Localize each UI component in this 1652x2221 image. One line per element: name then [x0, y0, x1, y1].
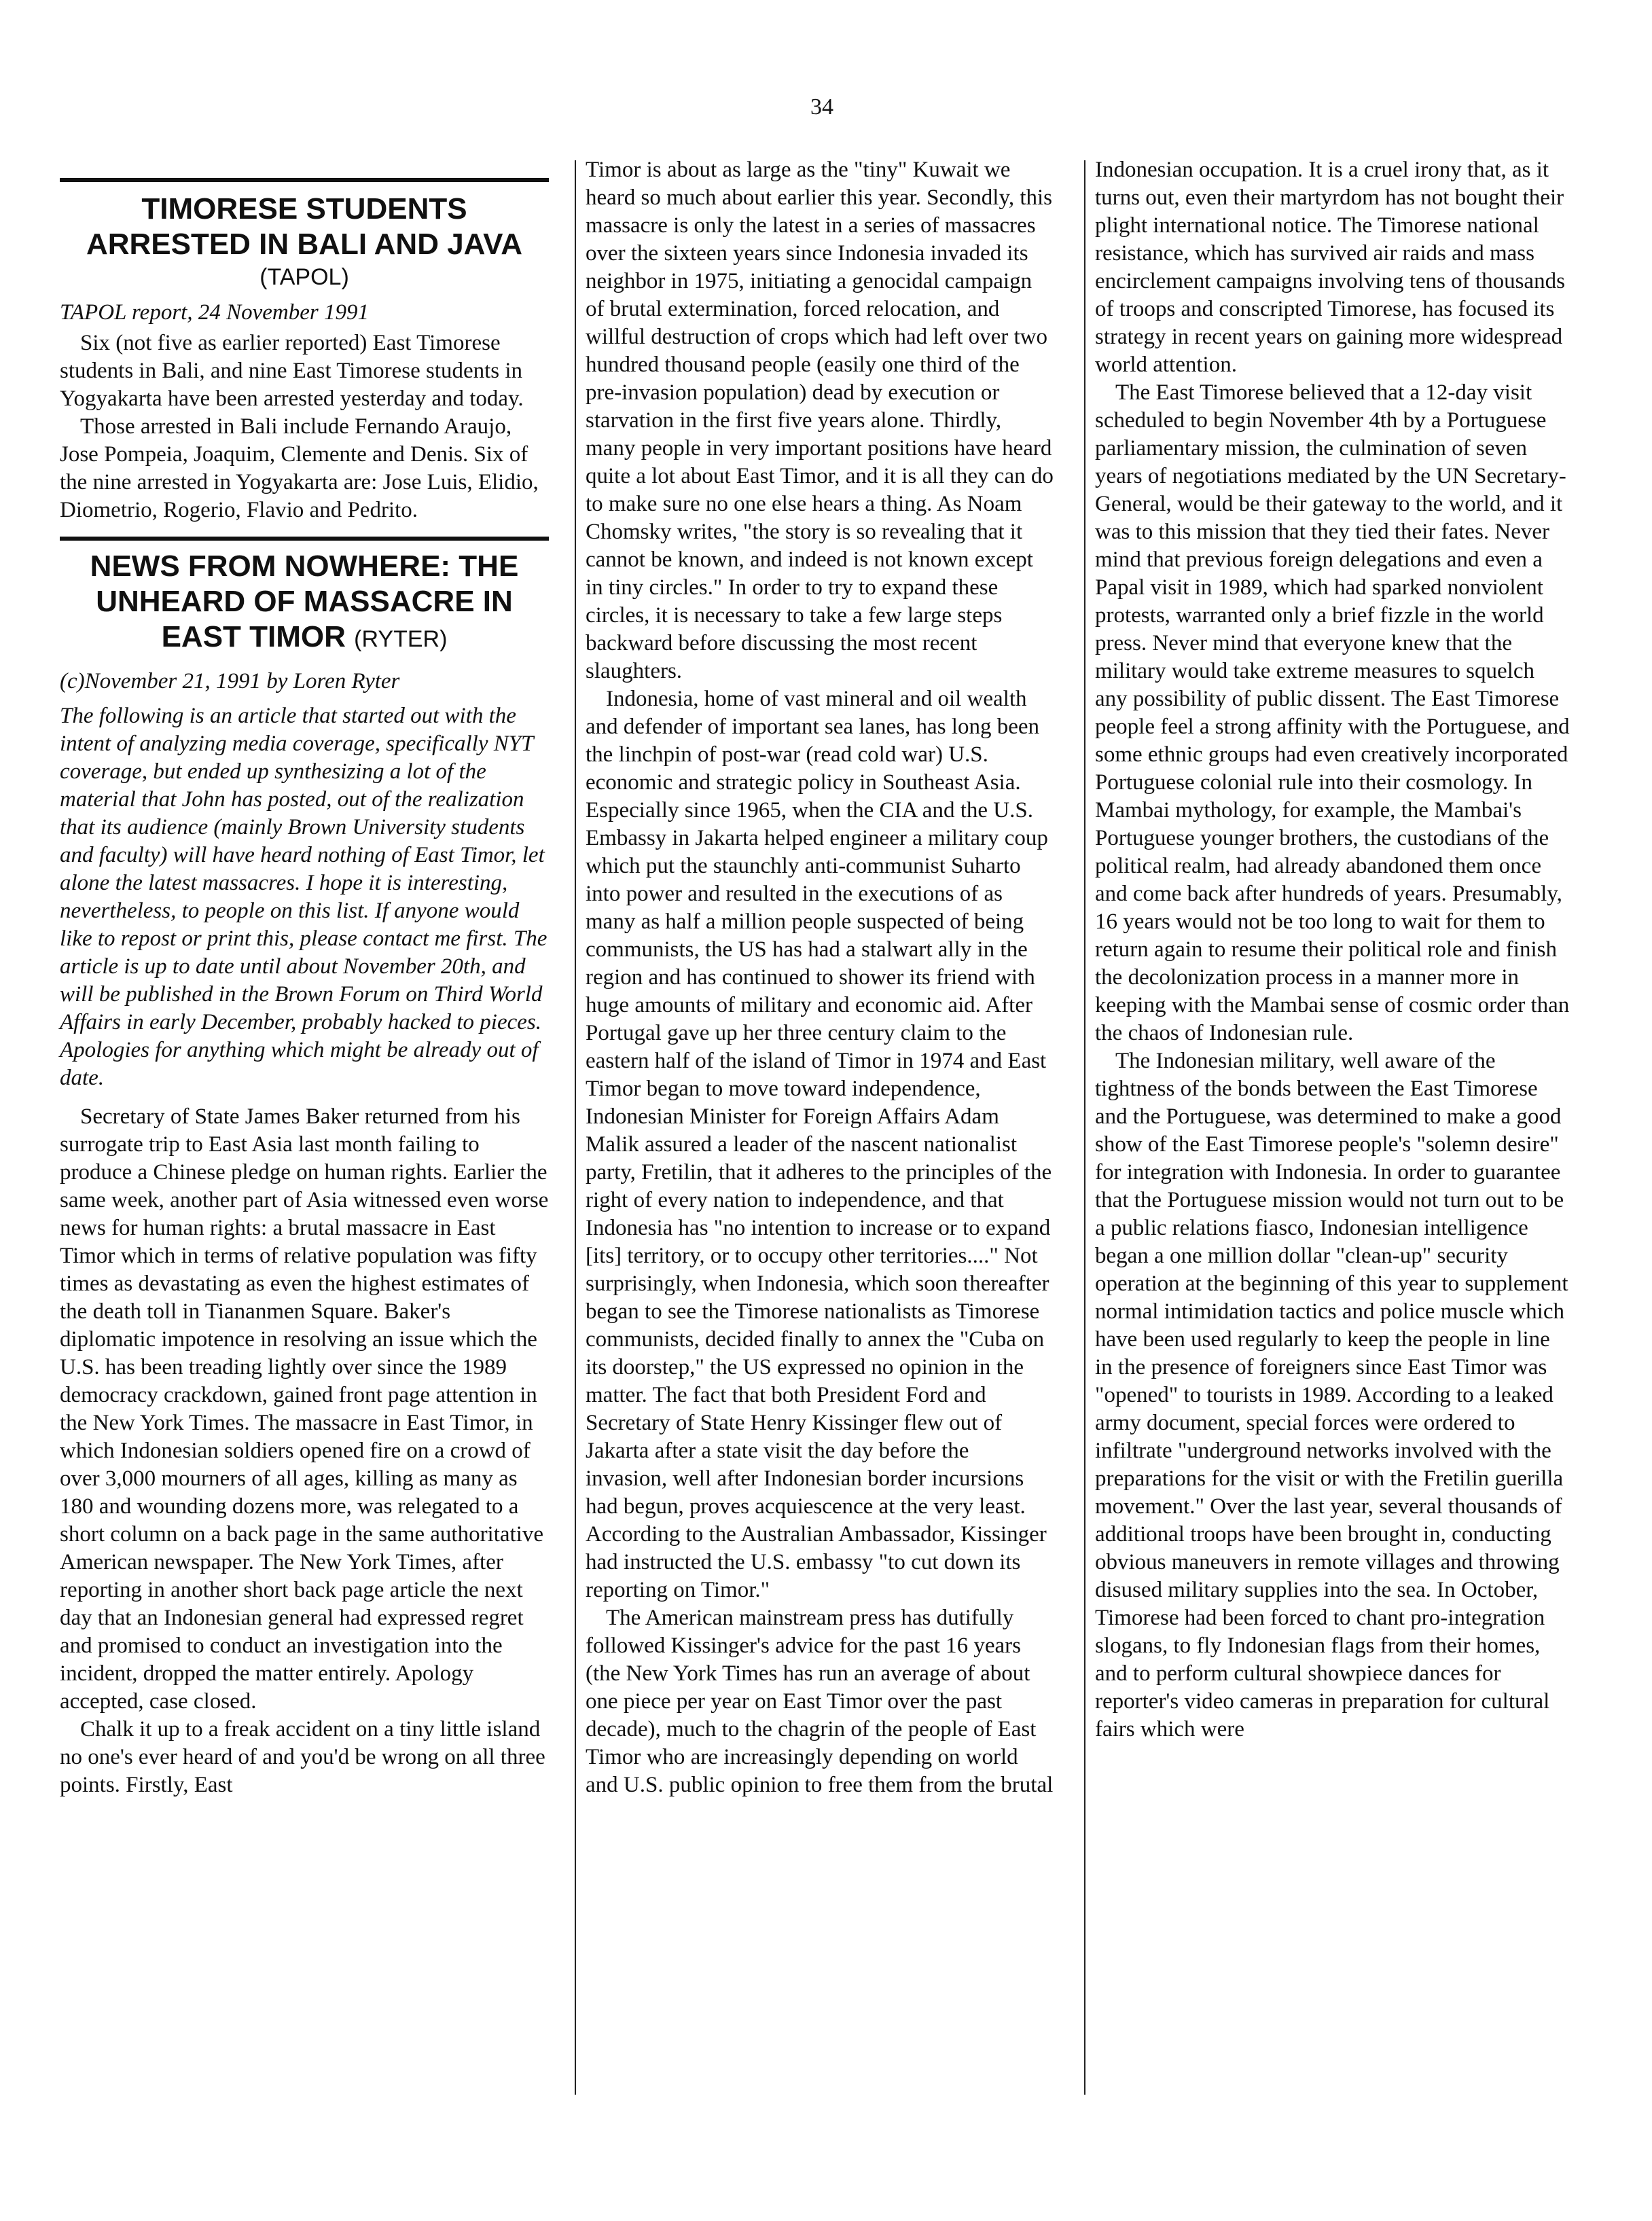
article2-paragraph: Chalk it up to a freak accident on a tiny little island no one's ever heard of and you'd be wrong on all three points. Firstly, East — [60, 1717, 545, 1797]
article1-source-tag: (TAPOL) — [259, 264, 349, 290]
article2-headline-line3: EAST TIMOR — [161, 620, 346, 653]
article2-paragraph: The Indonesian military, well aware of the tightness of the bonds between the East Timorese and the Portuguese, was determined to make a good show of the East Timorese people's "solemn desire" for integration with Indonesia. In order to guarantee that the Portuguese mission would not turn out to be a public relations fiasco, Indonesian intelligence began a one million dollar "clean-up" security operation at the beginning of this year to supplement normal intimidation tactics and police muscle which have been used regularly to keep the people in line in the presence of foreigners since East Timor was "opened" to tourists in 1989. According to a leaked army document, special forces were ordered to infiltrate "underground networks involved with the preparations for the visit or with the Fretilin guerilla movement." Over the last year, several thousands of additional troops have been brought in, conducting obvious maneuvers in remote villages and throwing disused military supplies into the sea. In October, Timorese had been forced to chant pro-integration slogans, to fly Indonesian flags from their homes, and to perform cultural showpiece dances for reporter's video cameras in preparation for cultural fairs which were — [1095, 1049, 1568, 1741]
article2-paragraph: The East Timorese believed that a 12-day visit scheduled to begin November 4th by a Portuguese parliamentary mission, the culmination of seven years of negotiations mediated by the UN Secretary-General, would be their gateway to the world, and it was to this mission that they tied their fates. Never mind that previous foreign delegations and even a Papal visit in 1989, which had sparked nonviolent protests, warranted only a brief fizzle in the world press. Never mind that everyone knew that the military would take extreme measures to squelch any possibility of public dissent. The East Timorese people feel a strong affinity with the Portuguese, and some ethnic groups had even creatively incorporated Portuguese colonial rule into their cosmology. In Mambai mythology, for example, the Mambai's Portuguese younger brothers, the custodians of the political realm, had already abandoned them once and come back after hundreds of years. Presumably, 16 years would not be too long to wait for them to return again to resume their political role and finish the decolonization process in a manner more in keeping with the Mambai sense of cosmic order than the chaos of Indonesian rule. — [1095, 380, 1570, 1045]
column-1 — [60, 178, 549, 1799]
article2-headline-line2: UNHEARD OF MASSACRE IN — [96, 585, 513, 618]
article2-paragraph: Secretary of State James Baker returned from his surrogate trip to East Asia last month failing to produce a Chinese pledge on human rights. Earlier the same week, another part of Asia witnessed even worse news for human rights: a brutal massacre in East Timor which in terms of relative population was fifty times as devastating as even the highest estimates of the death toll in Tiananmen Square. Baker's diplomatic impotence in resolving an issue which the U.S. has been treading lightly over since the 1989 democracy crackdown, gained front page attention in the New York Times. The massacre in East Timor, in which Indonesian soldiers opened fire on a crowd of over 3,000 mourners of all ages, killing as many as 180 and wounding dozens more, was relegated to a short column on a back page in the same authoritative American newspaper. The New York Times, after reporting in another short back page article the next day that an Indonesian general had expressed regret and promised to conduct an investigation into the incident, dropped the matter entirely. Apology accepted, case closed. — [60, 1104, 549, 1714]
article1-headline-line2: ARRESTED IN BALI AND JAVA — [86, 228, 523, 261]
column-3 — [1095, 156, 1570, 1744]
article1-headline — [60, 192, 549, 262]
article2-paragraph-continued: Indonesian occupation. It is a cruel irony that, as it turns out, even their martyrdom has not bought their plight international notice. The Timorese national resistance, which has survived air raids and mass encirclement campaigns involving tens of thousands of troops and conscripted Timorese, has focused its strategy in recent years on gaining more widespread world attention. — [1095, 158, 1565, 377]
article1-paragraph: Those arrested in Bali include Fernando Araujo, Jose Pompeia, Joaquim, Clemente and Denis. Six of the nine arrested in Yogyakarta are: Jose Luis, Elidio, Diometrio, Rogerio, Flavio and Pedrito. — [60, 414, 539, 522]
article1-headline-line1: TIMORESE STUDENTS — [141, 192, 467, 225]
article2-intro: The following is an article that started out with the intent of analyzing media coverage, specifically NYT coverage, but ended up synthesizing a lot of the material that John has posted, out of the realization that its audience (mainly Brown University students and faculty) will have heard nothing of East Timor, let alone the latest massacres. I hope it is interesting, nevertheless, to people on this list. If anyone would like to repost or print this, please contact me first. The article is up to date until about November 20th, and will be published in the Brown Forum on Third World Affairs in early December, probably hacked to pieces. Apologies for anything which might be already out of date. — [60, 704, 547, 1090]
article2-headline-line1: NEWS FROM NOWHERE: THE — [90, 549, 519, 583]
article2-source-tag: (RYTER) — [354, 626, 448, 652]
article2-paragraph: Indonesia, home of vast mineral and oil wealth and defender of important sea lanes, has long been the linchpin of post-war (read cold war) U.S. economic and strategic policy in Southeast Asia. Especially since 1965, when the CIA and the U.S. Embassy in Jakarta helped engineer a military coup which put the staunchly anti-communist Suharto into power and resulted in the executions of as many as half a million people suspected of being communists, the US has had a stalwart ally in the region and has continued to shower its friend with huge amounts of military and economic aid. After Portugal gave up her three century claim to the eastern half of the island of Timor in 1974 and East Timor began to move toward independence, Indonesian Minister for Foreign Affairs Adam Malik assured a leader of the nascent nationalist party, Fretilin, that it adheres to the principles of the right of every nation to independence, and that Indonesia has "no intention to increase or to expand [its] territory, or to occupy other territories...." Not surprisingly, when Indonesia, which soon thereafter began to see the Timorese nationalists as Timorese communists, decided finally to annex the "Cuba on its doorstep," the US expressed no opinion in the matter. The fact that both President Ford and Secretary of State Henry Kissinger flew out of Jakarta after a state visit the day before the invasion, well after Indonesian border incursions had begun, proves acquiescence at the very least. According to the Australian Ambassador, Kissinger had instructed the U.S. embassy "to cut down its reporting on Timor." — [586, 687, 1052, 1602]
article1-dateline: TAPOL report, 24 November 1991 — [60, 300, 369, 325]
column-divider — [1084, 160, 1085, 2095]
page-number: 34 — [810, 94, 833, 120]
article1-paragraph: Six (not five as earlier reported) East Timorese students in Bali, and nine East Timorese students in Yogyakarta have been arrested yesterday and today. — [60, 331, 524, 411]
article2-dateline: (c)November 21, 1991 by Loren Ryter — [60, 669, 400, 693]
article2-paragraph: The American mainstream press has dutifully followed Kissinger's advice for the past 16 years (the New York Times has run an average of about one piece per year on East Timor over the past decade), much to the chagrin of the people of East Timor who are increasingly depending on world and U.S. public opinion to free them from the brutal — [586, 1606, 1054, 1797]
column-divider — [575, 160, 576, 2095]
article2-paragraph-continued: Timor is about as large as the "tiny" Kuwait we heard so much about earlier this year. Secondly, this massacre is only the latest in a series of massacres over the sixteen years since Indonesia invaded its neighbor in 1975, initiating a genocidal campaign of brutal extermination, forced relocation, and willful destruction of crops which had left over two hundred thousand people (easily one third of the pre-invasion population) dead by execution or starvation in the first five years alone. Thirdly, many people in very important positions have heard quite a lot about East Timor, and it is all they can do to make sure no one else hears a thing. As Noam Chomsky writes, "the story is so revealing that it cannot be known, and indeed is not known except in tiny circles." In order to try to expand these circles, it is necessary to take a few large steps backward before discussing the most recent slaughters. — [586, 158, 1054, 683]
article2-headline — [60, 549, 549, 657]
column-2 — [586, 156, 1054, 1799]
